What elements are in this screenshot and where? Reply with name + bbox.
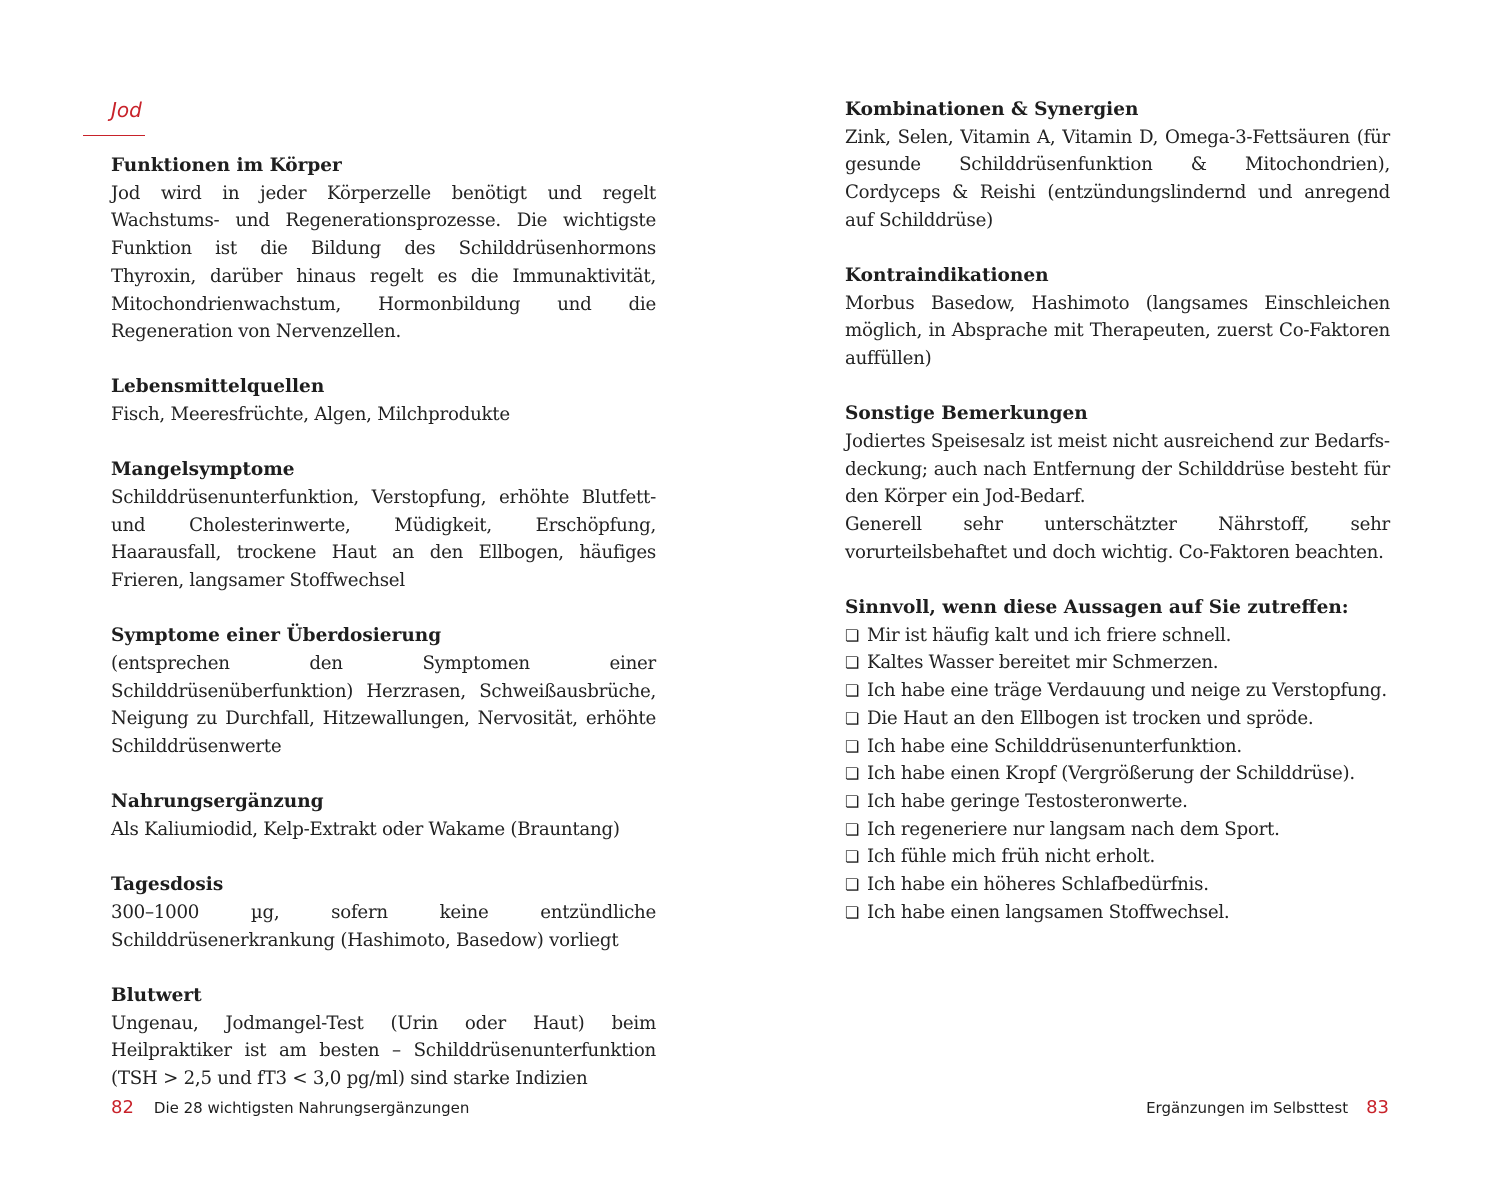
left-page-content — [111, 152, 656, 1120]
checklist-heading: Sinnvoll, wenn diese Aussagen auf Sie zutreffen: — [845, 597, 1349, 619]
section-heading: Funktionen im Körper — [111, 155, 342, 176]
checklist-item — [845, 788, 1390, 816]
running-title: Ergänzungen im Selbsttest — [1146, 1099, 1349, 1117]
section-text: Schilddrüsenunterfunktion, Verstopfung, erhöhte Blutfett- und Cholesterinwerte, Müdigkeit, Erschöpfung, Haarausfall, trockene Haut an den Ellbogen, häufiges Frieren, langsamer Stoffwechsel — [111, 487, 656, 592]
checklist-item-label: Ich habe geringe Testosteronwerte. — [867, 790, 1188, 812]
section-text: 300–1000 µg, sofern keine entzündliche Schilddrüsenerkrankung (Hashimoto, Basedow) vorliegt — [111, 901, 656, 951]
section-kontraindikationen — [845, 262, 1390, 373]
section-text: Morbus Basedow, Hashimoto (langsames Einschleichen möglich, in Absprache mit Therapeuten, zuerst Co-Faktoren auffüllen) — [845, 292, 1390, 370]
checkbox-icon[interactable]: ❏ — [845, 736, 860, 756]
checklist-item — [845, 871, 1390, 899]
section-heading: Blutwert — [111, 984, 202, 1006]
section-heading: Lebensmittelquellen — [111, 376, 325, 398]
self-test-checklist — [845, 594, 1390, 926]
chapter-title-rule — [83, 135, 145, 136]
checkbox-icon[interactable]: ❏ — [845, 847, 860, 867]
section-nahrungsergaenzung — [111, 788, 656, 843]
section-text: (entsprechen den Symptomen einer Schilddrüsenüberfunktion) Herzrasen, Schweißausbrüche, Neigung zu Durchfall, Hitzewallungen, Nervosität, erhöhte Schilddrüsenwerte — [111, 653, 656, 758]
section-heading: Nahrungsergänzung — [111, 791, 324, 813]
right-page-footer — [1146, 1094, 1389, 1122]
checkbox-icon[interactable]: ❏ — [845, 819, 860, 839]
checklist-item — [845, 760, 1390, 788]
checklist-item-label: Ich regeneriere nur langsam nach dem Sport. — [867, 818, 1280, 840]
section-heading: Tagesdosis — [111, 874, 224, 896]
checkbox-icon[interactable]: ❏ — [845, 791, 860, 811]
checklist-item-label: Ich habe ein höheres Schlafbedürfnis. — [867, 874, 1209, 896]
checklist-item — [845, 899, 1390, 927]
checklist-item — [845, 733, 1390, 761]
section-text: Jodiertes Speisesalz ist meist nicht ausreichend zur Bedarfsdeckung; auch nach Entfernung der Schilddrüse besteht für den Körper ein Jod-Bedarf. — [845, 431, 1390, 508]
section-heading: Mangelsymptome — [111, 459, 295, 481]
checkbox-icon[interactable]: ❏ — [845, 902, 860, 922]
section-lebensmittelquellen — [111, 373, 656, 428]
section-text: Ungenau, Jodmangel-Test (Urin oder Haut) beim Heilpraktiker ist am besten – Schilddrüsenunterfunktion (TSH > 2,5 und fT3 < 3,0 pg/ml) sind starke Indizien — [111, 1012, 656, 1089]
section-heading: Kontraindikationen — [845, 265, 1049, 287]
page-number: 83 — [1366, 1097, 1389, 1118]
section-mangelsymptome — [111, 456, 656, 595]
checklist-item-label: Kaltes Wasser bereitet mir Schmerzen. — [867, 652, 1219, 674]
section-heading: Symptome einer Überdosierung — [111, 625, 442, 647]
section-text: Zink, Selen, Vitamin A, Vitamin D, Omega-3-Fettsäuren (für gesunde Schilddrüsenfunktion & Mitochondrien), Cordyceps & Reishi (entzündungslindernd und anregend auf Schilddrüse) — [845, 126, 1390, 231]
checklist-item-label: Ich habe eine Schilddrüsenunterfunktion. — [867, 735, 1242, 757]
page-number: 82 — [111, 1097, 134, 1118]
chapter-title: Jod — [111, 98, 142, 122]
section-heading: Kombinationen & Synergien — [845, 99, 1139, 120]
checklist-item — [845, 816, 1390, 844]
checklist-item — [845, 622, 1390, 650]
checklist-item-label: Ich habe einen Kropf (Vergrößerung der Schilddrüse). — [867, 763, 1355, 785]
section-tagesdosis — [111, 871, 656, 954]
section-text: Fisch, Meeresfrüchte, Algen, Milchprodukte — [111, 404, 510, 426]
checkbox-icon[interactable]: ❏ — [845, 708, 860, 728]
checklist-item-label: Ich habe einen langsamen Stoffwechsel. — [867, 901, 1230, 923]
section-funktionen — [111, 152, 656, 346]
checklist-item — [845, 843, 1390, 871]
checklist-item-label: Mir ist häufig kalt und ich friere schnell. — [867, 624, 1232, 646]
section-text: Als Kaliumiodid, Kelp-Extrakt oder Wakame (Brauntang) — [111, 819, 620, 841]
checklist-item — [845, 649, 1390, 677]
checklist-items — [845, 622, 1390, 927]
checkbox-icon[interactable]: ❏ — [845, 653, 860, 673]
checklist-item-label: Ich habe eine träge Verdauung und neige zu Verstopfung. — [867, 680, 1387, 702]
checklist-item-label: Ich fühle mich früh nicht erholt. — [867, 846, 1156, 868]
section-kombinationen — [845, 96, 1390, 235]
checkbox-icon[interactable]: ❏ — [845, 764, 860, 784]
checklist-item-label: Die Haut an den Ellbogen ist trocken und spröde. — [867, 707, 1314, 729]
section-blutwert — [111, 982, 656, 1093]
checkbox-icon[interactable]: ❏ — [845, 875, 860, 895]
section-text: Jod wird in jeder Körperzelle benötigt und regelt Wachstums- und Regenerationsprozesse. Die wichtigste Funktion ist die Bildung des Schilddrüsenhormons Thyroxin, darüber hinaus regelt es die Immunaktivität, Mitochondrienwachstum, Hormonbildung und die Regeneration von Nervenzellen. — [111, 182, 656, 343]
left-page-footer — [111, 1094, 469, 1122]
checklist-item — [845, 705, 1390, 733]
running-title: Die 28 wichtigsten Nahrungsergänzungen — [153, 1099, 470, 1117]
section-text-2: Generell sehr unterschätzter Nährstoff, sehr vorurteilsbehaftet und doch wichtig. Co-Faktoren beachten. — [845, 514, 1390, 563]
right-page-content — [845, 96, 1390, 954]
section-bemerkungen — [845, 400, 1390, 566]
section-ueberdosierung — [111, 622, 656, 761]
section-heading: Sonstige Bemerkungen — [845, 403, 1088, 425]
checkbox-icon[interactable]: ❏ — [845, 681, 860, 701]
checklist-item — [845, 677, 1390, 705]
checkbox-icon[interactable]: ❏ — [845, 625, 860, 645]
